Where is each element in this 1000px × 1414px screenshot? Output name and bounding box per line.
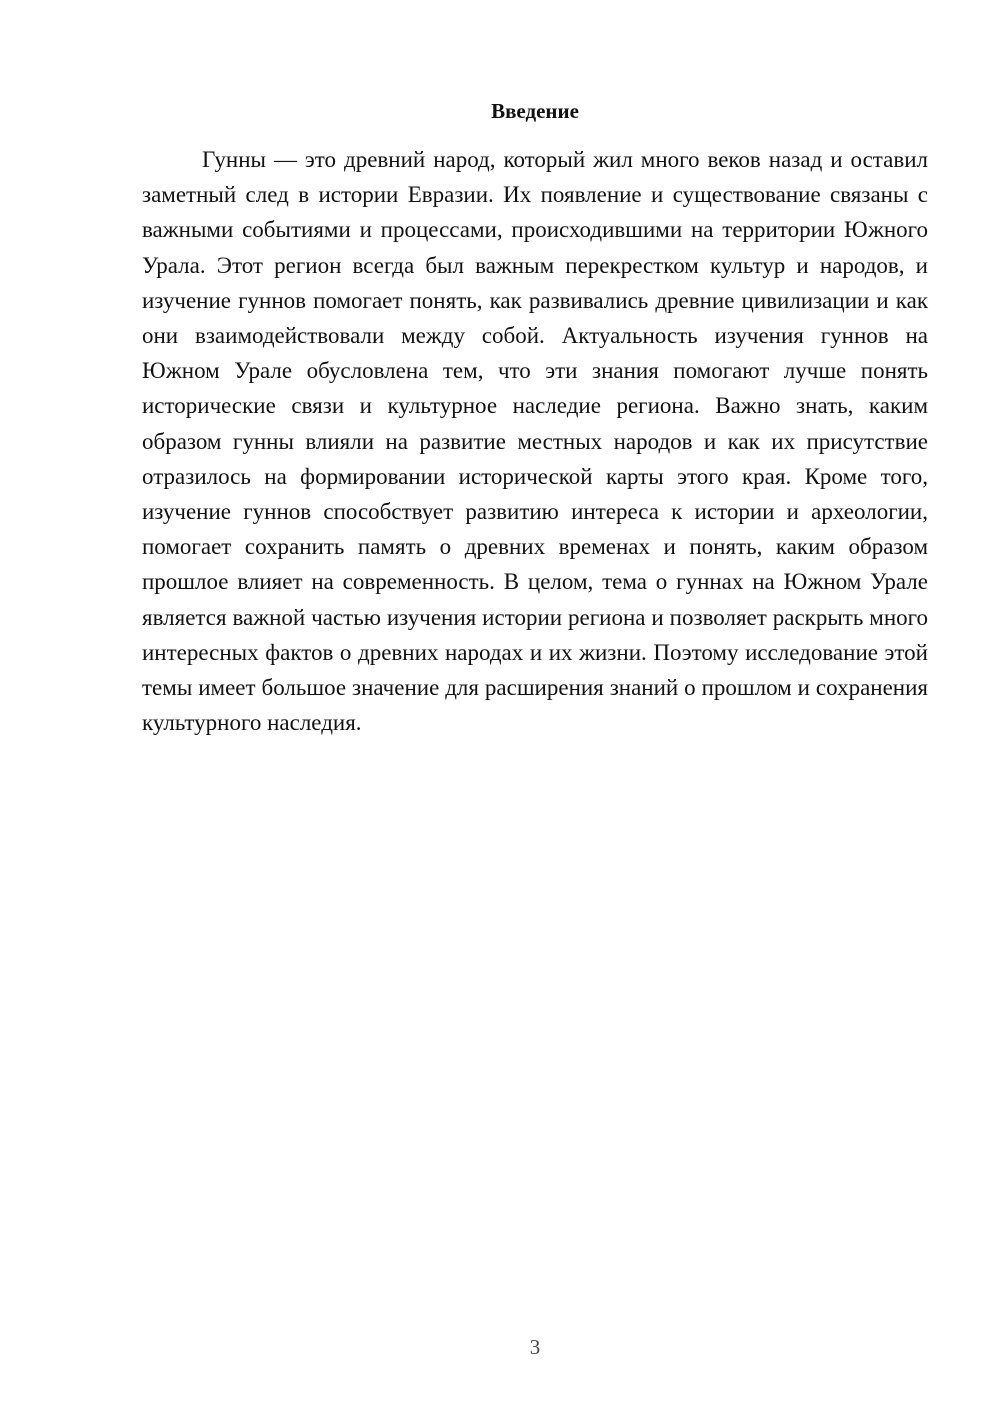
section-heading: Введение [491,99,579,123]
body-paragraph: Гунны — это древний народ, который жил много веков назад и оставил заметный след в истории Евразии. Их появление и существование связаны с важными событиями и процессами, происходившими на территории Южного Урала. Этот регион всегда был важным перекрестком культур и народов, и изучение гуннов помогает понять, как развивались древние цивилизации и как они взаимодействовали между собой. Актуальность изучения гуннов на Южном Урале обусловлена тем, что эти знания помогают лучше понять исторические связи и культурное наследие региона. Важно знать, каким образом гунны влияли на развитие местных народов и как их присутствие отразилось на формировании исторической карты этого края. Кроме того, изучение гуннов способствует развитию интереса к истории и археологии, помогает сохранить память о древних временах и понять, каким образом прошлое влияет на современность. В целом, тема о гуннах на Южном Урале является важной частью изучения истории региона и позволяет раскрыть много интересных фактов о древних народах и их жизни. Поэтому исследование этой темы имеет большое значение для расширения знаний о прошлом и сохранения культурного наследия. [142,147,928,736]
page-number: 3 [529,1335,541,1359]
